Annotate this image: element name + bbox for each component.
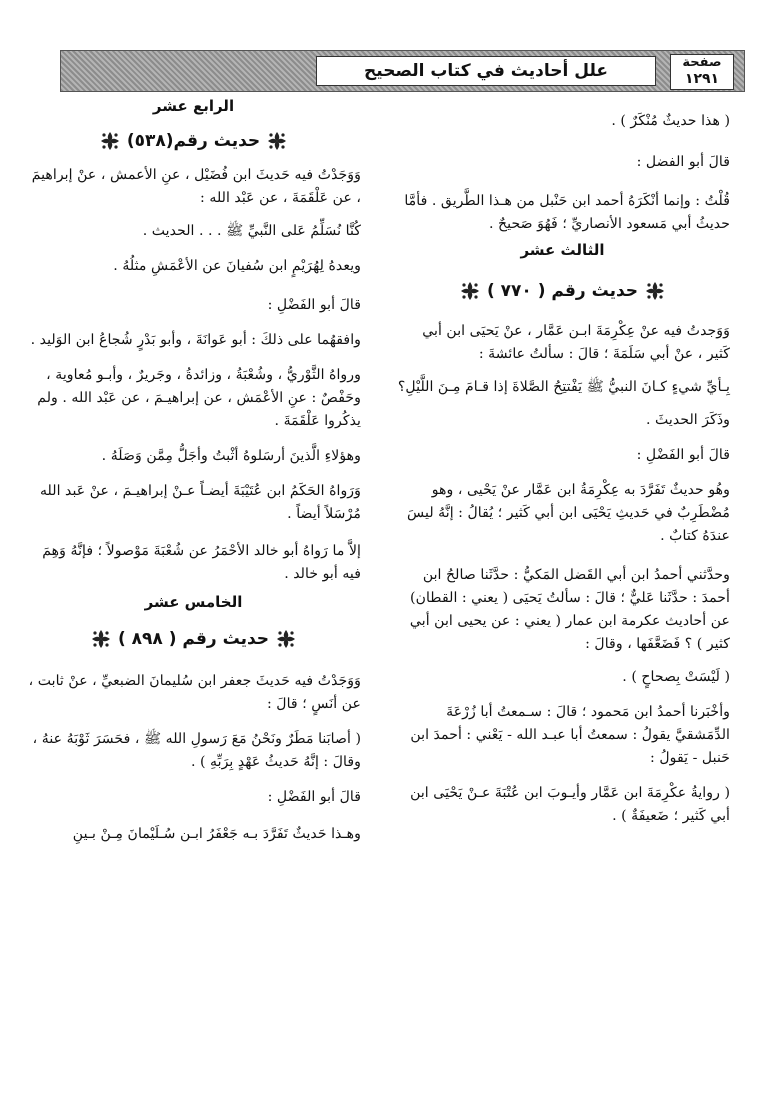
paragraph: وحدَّثني أحمدُ ابن أبي القَضل المَكيُّ : حدَّثَنا صالحُ ابن أحمدَ : حدَّثَنا عَليٌّ ؛ قالَ : سألتُ يَحيَى ( يعني : القطان) عن أحاديث عكرمة ابن عمار ( يعني : عن يحيى ابن أبي كثير ) ؟ فَضَعَّفَها ، وقالَ : (409, 567, 730, 652)
paragraph: قالَ أبو الفضل : (636, 154, 730, 170)
section-heading: الرابع عشر (152, 97, 235, 115)
paragraph: ( هذا حديثٌ مُنْكَرٌ ) . (611, 113, 730, 129)
paragraph: وَرَواهُ الحَكَمُ ابن عُتَيْبَةَ أيضـاً عـنْ إبراهيـمَ ، عنْ عَبد الله مُرْسَلاً أيضاً . (39, 483, 361, 522)
paragraph: وَوَجَدْتُ فيه حَديثَ ابن فُضَيْل ، عنِ الأعمش ، عنْ إبراهيمَ ، عن عَلْقَمَةَ ، عن عَبْد الله : (31, 167, 361, 206)
paragraph: قالَ أبو الفَضْلِ : (267, 789, 361, 805)
page-title: علل أحاديث في كتاب الصحيح (316, 56, 656, 86)
section-heading: الخامس عشر (144, 593, 243, 611)
paragraph: ( روايةُ عكْرِمَةَ ابن عَمَّار وأيـوبَ ابن عُتْبَةَ عـنْ يَحْيَى ابن أبي كَثير ؛ ضَعيفَةٌ ) . (410, 785, 730, 824)
ornament-icon (275, 628, 297, 650)
hadith-title (26, 624, 361, 654)
paragraph: ( لَيْسَتْ بِصحاحٍ ) . (622, 669, 730, 685)
paragraph: وافقهُما على ذلكَ : أبو عَوانَةَ ، وأبو بَدْرٍ شُجاعُ ابن الوَليد . (30, 332, 361, 348)
ornament-icon (90, 628, 112, 650)
hadith-number: حديث رقم(٥٣٨) (126, 131, 261, 151)
paragraph: وهُو حديثٌ تَفَرَّدَ به عِكْرِمَةُ ابن عَمَّار عنْ يَحْيى ، وهو مُضْطَرِبٌ في حَديثِ يَحْيَى ابن أبي كَثير ؛ يُقالُ : إنَّهُ ليسَ عندَهُ كتابٌ . (406, 482, 730, 544)
right-column (395, 96, 730, 1096)
paragraph: ( أصابَنا مَطَرٌ ونَحْنُ مَعَ رَسولِ الله ﷺ ، فحَسَرَ ثَوْبَهُ عنهُ ، وقالَ : إنَّهُ حَديثُ عَهْدٍ بِرَبِّهِ ) . (32, 731, 361, 770)
paragraph: قُلْتُ : وإنما أنْكَرَهُ أحمد ابن حَنْبل من هـذا الطَّريق . فأمَّا حديثُ أبي مَسعود الأنصاريِّ ؛ فَهُوَ صَحيحٌ . (404, 193, 730, 232)
paragraph: ورواهُ الثَّوْريُّ ، وشُعْبَةُ ، وزائدةُ ، وجَريرٌ ، وأبـو مُعاوية ، وحَفْصٌ : عنِ الأعْمَش ، عن إبراهيـمَ ، عن عَبْد الله . ولم يذكُروا عَلْقَمَةَ . (37, 367, 361, 429)
ornament-icon (644, 280, 666, 302)
paragraph: وَوَجدتُ فيه عنْ عِكْرِمَةَ ابـن عَمَّار ، عنْ يَحيَى ابن أبي كَثير ، عنْ أبي سَلَمَةَ ؛ قالَ : سألتُ عائشةَ : (422, 323, 730, 362)
hadith-number: حديث رقم ( ٨٩٨ ) (117, 629, 270, 649)
page-label: صفحة (682, 55, 722, 70)
hadith-title (26, 126, 361, 156)
paragraph: ويعدهُ لِهُرَيْمٍ ابن سُفيانَ عن الأعْمَشِ مثلُهُ . (113, 258, 361, 274)
left-column (26, 96, 361, 1096)
paragraph: كُنَّا نُسَلِّمُ عَلى النَّبيِّ ﷺ . . . الحديث . (142, 223, 361, 239)
paragraph: بِـأيِّ شيءٍ كـانَ النبيُّ ﷺ يَفْتتِحُ الصَّلاةَ إذا قـامَ مِـنَ اللَّيْلِ؟ (397, 379, 730, 395)
paragraph: قالَ أبو الفَضْلِ : (636, 447, 730, 463)
paragraph: قالَ أبو الفَضْلِ : (267, 297, 361, 313)
paragraph: إلاَّ ما رَواهُ أبو خالد الأحْمَرُ عن شُعْبَةَ مَوْصولاً ؛ فإنَّهُ وَهِمَ فيه أبو خالد . (42, 543, 361, 582)
paragraph: وأخْبَرنا أحمدُ ابن مَحمود ؛ قالَ : سـمعتُ أبا زُرْعَةَ الدِّمَشقيَّ يقولُ : سمعتُ أبا عبـد الله - يَعْني : أحمدَ ابن حَنبل - يَقولُ : (410, 704, 730, 766)
paragraph: وهـذا حَديثٌ تَفَرَّدَ بـه جَعْفَرُ ابـن سُـلَيْمانَ مِـنْ بـينِ (72, 826, 361, 842)
paragraph: وَوَجَدْتُ فيه حَديثَ جعفر ابن سُليمانَ الضبعيِّ ، عنْ ثابت ، عن أنَسٍ ؛ قالَ : (28, 673, 361, 712)
ornament-icon (99, 130, 121, 152)
ornament-icon (459, 280, 481, 302)
section-heading: الثالث عشر (520, 241, 605, 259)
hadith-title (395, 276, 730, 306)
paragraph: وهؤلاءِ الَّذينَ أرسَلوهُ أثْبتُ وأجَلُّ مِمَّن وَصَلَهُ . (101, 448, 361, 464)
hadith-number: حديث رقم ( ٧٧٠ ) (486, 281, 639, 301)
ornament-icon (266, 130, 288, 152)
page-header (60, 50, 745, 92)
page-number-box (670, 54, 734, 90)
paragraph: وذَكَرَ الحديثَ . (645, 412, 730, 428)
page-number: ١٢٩١ (684, 71, 720, 87)
